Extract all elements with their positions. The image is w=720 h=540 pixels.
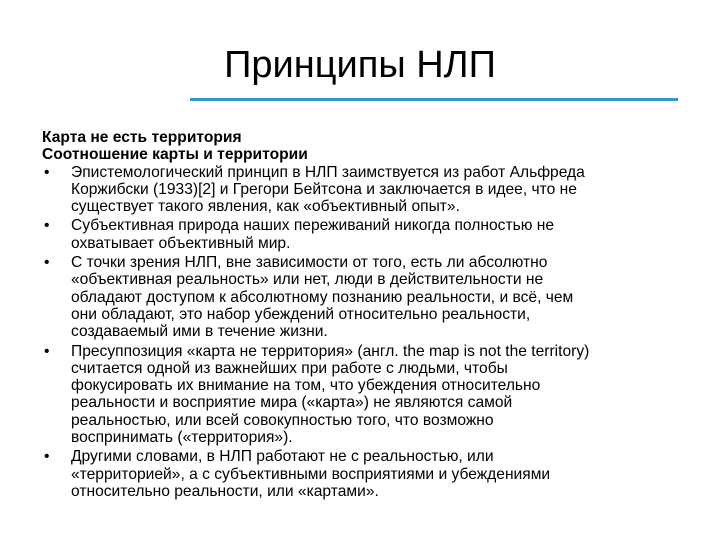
heading-map-not-territory: Карта не есть территория	[42, 129, 242, 146]
bullet-text-line: воспринимать («территория»).	[71, 429, 293, 447]
bullet-text-line: фокусировать их внимание на том, что убеждения относительно	[71, 377, 541, 395]
bullet-item	[42, 164, 692, 216]
bullet-text-line: Коржибски (1933)[2] и Грегори Бейтсона и заключается в идее, что не	[71, 180, 577, 198]
bullet-dot: •	[44, 217, 50, 235]
bullet-text-line: они обладают, это набор убеждений относительно реальности,	[71, 305, 531, 323]
bullet-text-line: Другими словами, в НЛП работают не с реальностью, или	[71, 448, 494, 466]
slide-title: Принципы НЛП	[224, 44, 496, 86]
bullet-text-line: реальностью, или всей совокупностью того, что возможно	[71, 411, 494, 429]
heading-map-territory-relation: Соотношение карты и территории	[42, 146, 308, 164]
title-underline	[190, 98, 678, 101]
bullet-text-line: реальности и восприятие мира («карта») не являются самой	[71, 394, 513, 412]
bullet-text-line: Субъективная природа наших переживаний никогда полностью не	[71, 217, 555, 235]
bullet-dot: •	[44, 342, 50, 360]
bullet-text-line: относительно реальности, или «картами».	[71, 482, 379, 500]
bullet-dot: •	[44, 254, 50, 272]
bullet-item	[42, 448, 692, 500]
bullet-text-line: Эпистемологический принцип в НЛП заимствуется из работ Альфреда	[71, 163, 585, 181]
bullet-item	[42, 217, 692, 252]
bullet-item	[42, 254, 692, 340]
bullet-text-line: «территорией», а с субъективными восприятиями и убеждениями	[71, 465, 551, 483]
bullet-text-line: считается одной из важнейших при работе с людьми, чтобы	[71, 359, 508, 377]
bullet-text-line: существует такого явления, как «объективный опыт».	[71, 198, 460, 216]
slide-content	[42, 129, 692, 500]
bullet-text-line: Пресуппозиция «карта не территория» (англ. the map is not the territory)	[71, 342, 590, 360]
bullet-text-line: создаваемый ими в течение жизни.	[71, 323, 328, 341]
bullet-text-line: охватывает объективный мир.	[71, 234, 291, 252]
bullet-list	[42, 164, 692, 501]
bullet-dot: •	[44, 163, 50, 181]
bullet-item	[42, 343, 692, 447]
bullet-text-line: «объективная реальность» или нет, люди в действительности не	[71, 271, 544, 289]
bullet-dot: •	[44, 448, 50, 466]
bullet-text-line: С точки зрения НЛП, вне зависимости от того, есть ли абсолютно	[71, 254, 548, 272]
bullet-text-line: обладают доступом к абсолютному познанию реальности, и всё, чем	[71, 288, 574, 306]
